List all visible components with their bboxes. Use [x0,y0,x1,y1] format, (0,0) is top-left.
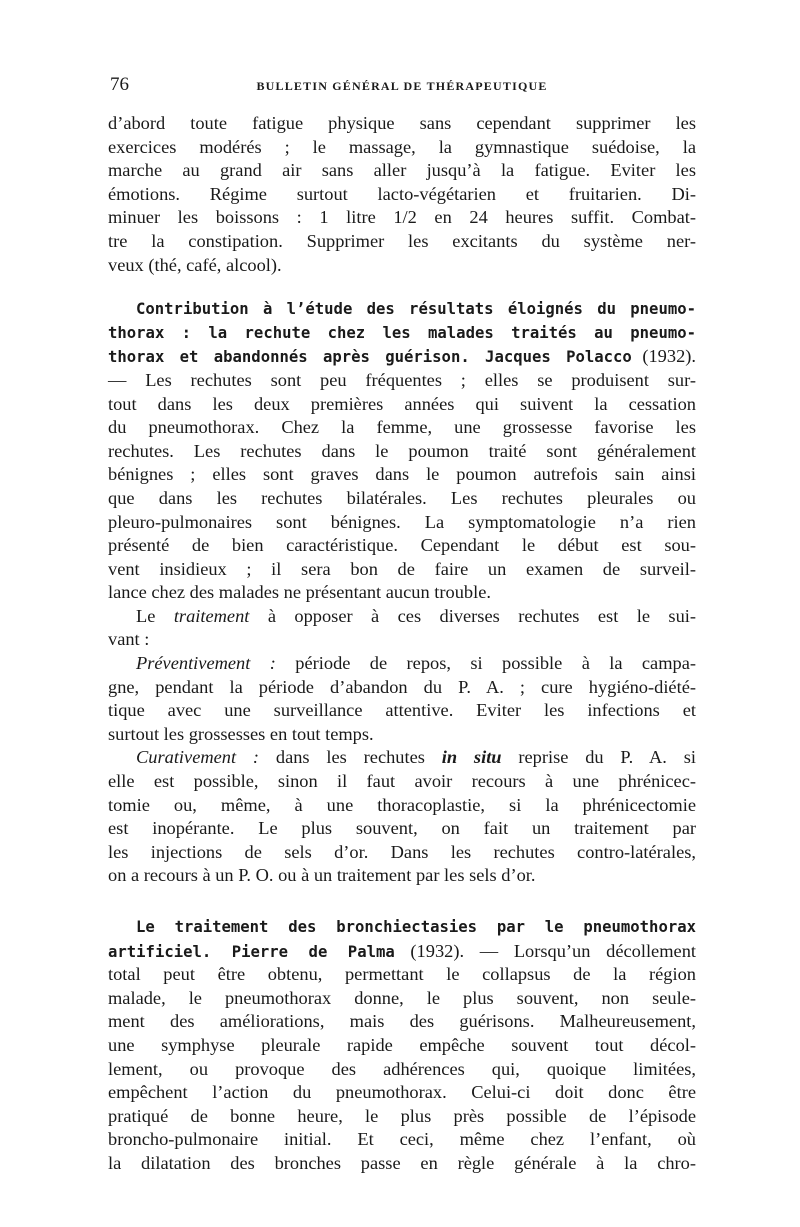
text-line: Le traitement à opposer à ces diverses rechutes est le sui- [136,605,696,626]
body-text [108,112,696,1176]
text-line: présenté de bien caractéristique. Cependant le début est sou- [108,535,696,556]
text-line: du pneumothorax. Chez la femme, une grossesse favorise les [108,417,696,438]
text-line: pratiqué de bonne heure, le plus près possible de l’épisode [108,1105,696,1126]
italic-label: Préventivement : [136,653,276,674]
text-line: empêchent l’action du pneumothorax. Celui-ci doit donc être [108,1082,696,1103]
italic-term: traitement [173,605,250,626]
text-line: elle est possible, sinon il faut avoir recours à une phrénicec- [108,771,696,792]
text-line: une symphyse pleurale rapide empêche souvent tout décol- [108,1034,696,1055]
text-line: total peut être obtenu, permettant le collapsus de la région [108,964,696,985]
text-line [108,345,696,369]
italic-label: Curativement : [136,747,260,768]
text-line: tique avec une surveillance attentive. Eviter les infections et [108,700,696,721]
article-title-line: artificiel. Pierre de Palma [108,942,395,961]
paragraph-curative [108,746,696,888]
text-line: lance chez des malades ne présentant aucun trouble. [108,582,491,603]
text-line: Curativement : dans les rechutes in situ reprise du P. A. si [136,747,696,768]
text-line: marche au grand air sans aller jusqu’à la fatigue. Eviter les [108,160,696,181]
text-line: broncho-pulmonaire initial. Et ceci, même chez l’enfant, où [108,1129,696,1150]
text-line: minuer les boissons : 1 litre 1/2 en 24 heures suffit. Combat- [108,207,696,228]
text-line: vant : [108,629,150,650]
article-title-line: Le traitement des bronchiectasies par le pneumothorax [136,918,696,936]
text-line: pleuro-pulmonaires sont bénignes. La symptomatologie n’a rien [108,511,696,532]
running-title: BULLETIN GÉNÉRAL DE THÉRAPEUTIQUE [256,79,548,93]
text-line: est inopérante. Le plus souvent, on fait un traitement par [108,818,696,839]
article-title-line: thorax et abandonnés après guérison. Jacques Polacco [108,348,632,367]
article-pneumothorax-relapse [108,298,696,605]
paragraph-continuation [108,112,696,277]
paragraph-preventive [108,652,696,746]
page-number: 76 [110,74,129,95]
text-line: malade, le pneumothorax donne, le plus souvent, non seule- [108,987,696,1008]
text-line: la dilatation des bronches passe en règle générale à la chro- [108,1152,696,1173]
page-header [108,74,696,98]
article-title-line: thorax : la rechute chez les malades traités au pneumo- [108,323,696,342]
article-bronchiectasis [108,916,696,1176]
text-line: veux (thé, café, alcool). [108,254,282,275]
text-line: tomie ou, même, à une thoracoplastie, si la phrénicectomie [108,794,696,815]
text-line: — Les rechutes sont peu fréquentes ; elles se produisent sur- [108,369,696,390]
text-line: lement, ou provoque des adhérences qui, quoique limitées, [108,1058,696,1079]
text-line: émotions. Régime surtout lacto-végétarien et fruitarien. Di- [108,183,696,204]
paragraph-treatment [108,605,696,652]
text-line: vent insidieux ; il sera bon de faire un examen de surveil- [108,558,696,579]
italic-term: in situ [441,747,502,768]
text-line: artificiel. Pierre de Palma (1932). — Lorsqu’un décollement [108,940,696,961]
text-line: les injections de sels d’or. Dans les rechutes contro-latérales, [108,841,696,862]
text-line: d’abord toute fatigue physique sans cependant supprimer les [108,113,696,133]
text-line: on a recours à un P. O. ou à un traitement par les sels d’or. [108,865,536,886]
article-title-line: Contribution à l’étude des résultats éloignés du pneumo- [136,300,696,319]
text-line: gne, pendant la période d’abandon du P. A. ; cure hygiéno-diété- [108,676,696,697]
article-year: (1932). [631,346,696,367]
text-line: Préventivement : période de repos, si possible à la campa- [136,653,697,674]
text-line: tre la constipation. Supprimer les excitants du système ner- [108,230,696,251]
text-line: bénignes ; elles sont graves dans le poumon autrefois sain ainsi [108,464,696,485]
text-line: tout dans les deux premières années qui suivent la cessation [108,393,696,414]
text-line: que dans les rechutes bilatérales. Les rechutes pleurales ou [108,487,696,508]
text-line: rechutes. Les rechutes dans le poumon traité sont généralement [108,440,696,461]
text-line: exercices modérés ; le massage, la gymnastique suédoise, la [108,136,696,157]
text-line: ment des améliorations, mais des guérisons. Malheureusement, [108,1011,696,1032]
text-line: surtout les grossesses en tout temps. [108,723,374,744]
